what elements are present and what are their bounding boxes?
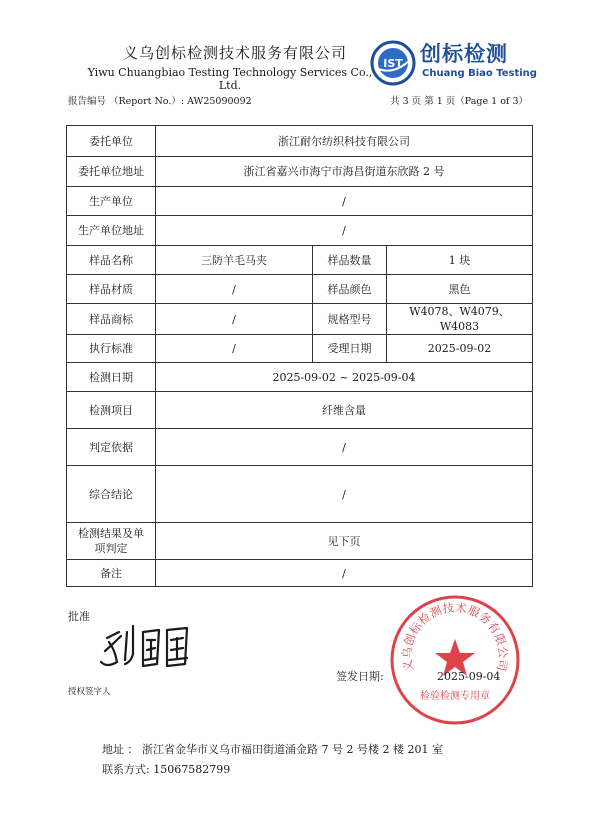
logo-name-en: Chuang Biao Testing (422, 68, 537, 79)
table-row (67, 363, 533, 392)
test-item-value: 纤维含量 (156, 392, 533, 429)
handwritten-signature (95, 618, 205, 673)
client-label: 委托单位 (67, 126, 156, 157)
table-row (67, 246, 533, 275)
approval-label: 批准 (68, 610, 90, 623)
sample-name-label: 样品名称 (67, 246, 156, 275)
sample-name-value: 三防羊毛马夹 (156, 246, 313, 275)
company-address: 地址 ： 浙江省金华市义乌市福田街道涌金路 7 号 2 号楼 2 楼 201 室 (102, 743, 443, 756)
result-value: 见下页 (156, 523, 533, 560)
table-row (67, 335, 533, 363)
logo-badge-icon (370, 40, 416, 86)
test-date-label: 检测日期 (67, 363, 156, 392)
material-label: 样品材质 (67, 275, 156, 304)
company-logo (370, 38, 570, 88)
model-value: W4078、W4079、W4083 (387, 304, 533, 335)
official-seal-stamp (388, 593, 522, 727)
stamp-text: 义乌创标检测技术服务有限公司 (399, 600, 511, 673)
manufacturer-value: / (156, 187, 533, 216)
conclusion-value: / (156, 466, 533, 523)
accept-date-value: 2025-09-02 (387, 335, 533, 363)
client-address-value: 浙江省嘉兴市海宁市海昌街道东欣路 2 号 (156, 157, 533, 187)
authorized-signer-label: 授权签字人 (68, 687, 111, 697)
table-row (67, 304, 533, 335)
table-row (67, 429, 533, 466)
table-row (67, 157, 533, 187)
basis-value: / (156, 429, 533, 466)
client-address-label: 委托单位地址 (67, 157, 156, 187)
logo-name-cn: 创标检测 (420, 42, 508, 66)
table-row (67, 466, 533, 523)
contact-phone: 联系方式: 15067582799 (102, 763, 231, 776)
table-row (67, 523, 533, 560)
issue-date: 2025-09-04 (437, 670, 501, 683)
sample-qty-value: 1 块 (387, 246, 533, 275)
table-row (67, 560, 533, 587)
basis-label: 判定依据 (67, 429, 156, 466)
material-value: / (156, 275, 313, 304)
table-row (67, 275, 533, 304)
report-number: 报告编号 （Report No.）: AW25090092 (68, 96, 252, 107)
color-label: 样品颜色 (313, 275, 387, 304)
sample-qty-label: 样品数量 (313, 246, 387, 275)
manufacturer-address-value: / (156, 216, 533, 246)
table-row (67, 126, 533, 157)
company-name-cn: 义乌创标检测技术服务有限公司 (122, 44, 347, 62)
trademark-label: 样品商标 (67, 304, 156, 335)
stamp-subtext: 检验检测专用章 (420, 691, 490, 702)
result-label: 检测结果及单项判定 (78, 527, 144, 555)
standard-label: 执行标准 (67, 335, 156, 363)
test-item-label: 检测项目 (67, 392, 156, 429)
report-info-table (66, 125, 533, 587)
client-value: 浙江耐尔纺织科技有限公司 (156, 126, 533, 157)
logo-badge-text: IST (383, 57, 403, 70)
table-row (67, 392, 533, 429)
conclusion-label: 综合结论 (67, 466, 156, 523)
accept-date-label: 受理日期 (313, 335, 387, 363)
trademark-value: / (156, 304, 313, 335)
manufacturer-label: 生产单位 (67, 187, 156, 216)
manufacturer-address-label: 生产单位地址 (67, 216, 156, 246)
model-label: 规格型号 (313, 304, 387, 335)
remark-label: 备注 (67, 560, 156, 587)
remark-value: / (156, 560, 533, 587)
page-info: 共 3 页 第 1 页（Page 1 of 3） (390, 96, 528, 107)
issue-date-label: 签发日期: (336, 670, 384, 683)
test-date-value: 2025-09-02 ~ 2025-09-04 (156, 363, 533, 392)
table-row (67, 187, 533, 216)
company-name-en: Yiwu Chuangbiao Testing Technology Services Co., Ltd. (87, 66, 373, 92)
table-row (67, 216, 533, 246)
color-value: 黑色 (387, 275, 533, 304)
standard-value: / (156, 335, 313, 363)
